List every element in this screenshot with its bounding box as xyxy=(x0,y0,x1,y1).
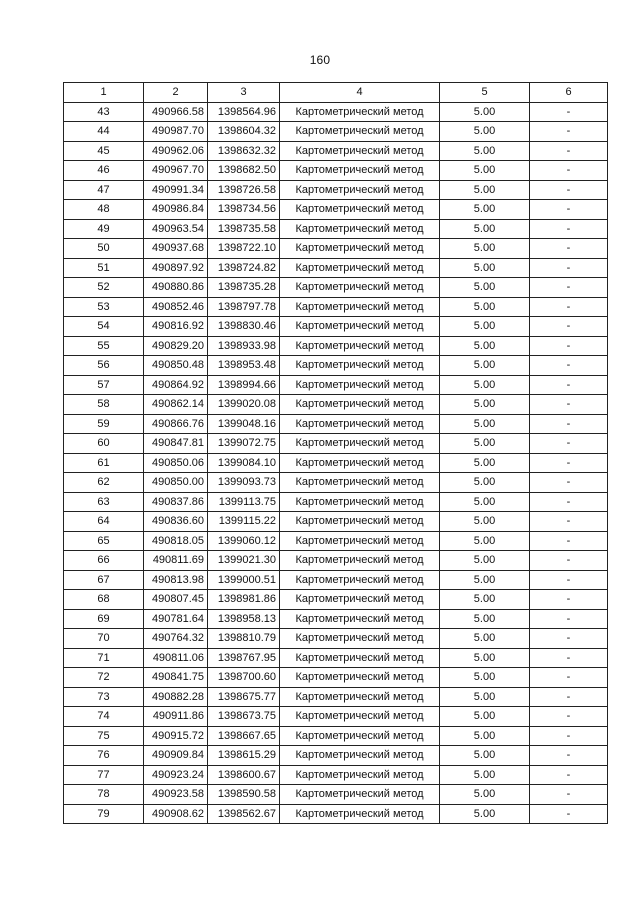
method-cell: Картометрический метод xyxy=(280,200,440,220)
point-number-cell: 56 xyxy=(64,356,144,376)
note-cell: - xyxy=(530,278,608,298)
table-row xyxy=(64,278,608,298)
x-coordinate-cell: 490847.81 xyxy=(144,434,208,454)
table-row xyxy=(64,434,608,454)
column-header-2: 2 xyxy=(144,83,208,103)
accuracy-cell: 5.00 xyxy=(440,141,530,161)
y-coordinate-cell: 1399093.73 xyxy=(208,473,280,493)
note-cell: - xyxy=(530,765,608,785)
y-coordinate-cell: 1399020.08 xyxy=(208,395,280,415)
point-number-cell: 44 xyxy=(64,122,144,142)
x-coordinate-cell: 490836.60 xyxy=(144,512,208,532)
y-coordinate-cell: 1398724.82 xyxy=(208,258,280,278)
table-row xyxy=(64,239,608,259)
note-cell: - xyxy=(530,687,608,707)
accuracy-cell: 5.00 xyxy=(440,648,530,668)
accuracy-cell: 5.00 xyxy=(440,531,530,551)
table-row xyxy=(64,707,608,727)
accuracy-cell: 5.00 xyxy=(440,765,530,785)
table-row xyxy=(64,122,608,142)
note-cell: - xyxy=(530,297,608,317)
point-number-cell: 79 xyxy=(64,804,144,824)
y-coordinate-cell: 1398722.10 xyxy=(208,239,280,259)
accuracy-cell: 5.00 xyxy=(440,239,530,259)
point-number-cell: 78 xyxy=(64,785,144,805)
point-number-cell: 70 xyxy=(64,629,144,649)
y-coordinate-cell: 1399048.16 xyxy=(208,414,280,434)
note-cell: - xyxy=(530,395,608,415)
method-cell: Картометрический метод xyxy=(280,726,440,746)
method-cell: Картометрический метод xyxy=(280,414,440,434)
accuracy-cell: 5.00 xyxy=(440,492,530,512)
method-cell: Картометрический метод xyxy=(280,570,440,590)
note-cell: - xyxy=(530,473,608,493)
table-row xyxy=(64,609,608,629)
accuracy-cell: 5.00 xyxy=(440,297,530,317)
table-row xyxy=(64,453,608,473)
table-row xyxy=(64,648,608,668)
accuracy-cell: 5.00 xyxy=(440,219,530,239)
table-row xyxy=(64,746,608,766)
point-number-cell: 59 xyxy=(64,414,144,434)
note-cell: - xyxy=(530,414,608,434)
point-number-cell: 64 xyxy=(64,512,144,532)
y-coordinate-cell: 1398673.75 xyxy=(208,707,280,727)
accuracy-cell: 5.00 xyxy=(440,707,530,727)
accuracy-cell: 5.00 xyxy=(440,453,530,473)
y-coordinate-cell: 1399000.51 xyxy=(208,570,280,590)
note-cell: - xyxy=(530,648,608,668)
y-coordinate-cell: 1398564.96 xyxy=(208,102,280,122)
accuracy-cell: 5.00 xyxy=(440,726,530,746)
y-coordinate-cell: 1398682.50 xyxy=(208,161,280,181)
point-number-cell: 72 xyxy=(64,668,144,688)
y-coordinate-cell: 1398590.58 xyxy=(208,785,280,805)
note-cell: - xyxy=(530,219,608,239)
column-header-5: 5 xyxy=(440,83,530,103)
x-coordinate-cell: 490841.75 xyxy=(144,668,208,688)
method-cell: Картометрический метод xyxy=(280,317,440,337)
note-cell: - xyxy=(530,122,608,142)
method-cell: Картометрический метод xyxy=(280,395,440,415)
x-coordinate-cell: 490882.28 xyxy=(144,687,208,707)
note-cell: - xyxy=(530,746,608,766)
note-cell: - xyxy=(530,200,608,220)
method-cell: Картометрический метод xyxy=(280,785,440,805)
note-cell: - xyxy=(530,336,608,356)
x-coordinate-cell: 490937.68 xyxy=(144,239,208,259)
x-coordinate-cell: 490818.05 xyxy=(144,531,208,551)
x-coordinate-cell: 490986.84 xyxy=(144,200,208,220)
x-coordinate-cell: 490864.92 xyxy=(144,375,208,395)
x-coordinate-cell: 490963.54 xyxy=(144,219,208,239)
y-coordinate-cell: 1399084.10 xyxy=(208,453,280,473)
point-number-cell: 43 xyxy=(64,102,144,122)
accuracy-cell: 5.00 xyxy=(440,102,530,122)
point-number-cell: 50 xyxy=(64,239,144,259)
y-coordinate-cell: 1399115.22 xyxy=(208,512,280,532)
y-coordinate-cell: 1399072.75 xyxy=(208,434,280,454)
y-coordinate-cell: 1398675.77 xyxy=(208,687,280,707)
accuracy-cell: 5.00 xyxy=(440,785,530,805)
method-cell: Картометрический метод xyxy=(280,648,440,668)
accuracy-cell: 5.00 xyxy=(440,200,530,220)
table-row xyxy=(64,297,608,317)
table-row xyxy=(64,492,608,512)
y-coordinate-cell: 1399113.75 xyxy=(208,492,280,512)
point-number-cell: 46 xyxy=(64,161,144,181)
method-cell: Картометрический метод xyxy=(280,297,440,317)
accuracy-cell: 5.00 xyxy=(440,317,530,337)
x-coordinate-cell: 490807.45 xyxy=(144,590,208,610)
y-coordinate-cell: 1399021.30 xyxy=(208,551,280,571)
accuracy-cell: 5.00 xyxy=(440,258,530,278)
x-coordinate-cell: 490987.70 xyxy=(144,122,208,142)
y-coordinate-cell: 1398810.79 xyxy=(208,629,280,649)
column-header-3: 3 xyxy=(208,83,280,103)
method-cell: Картометрический метод xyxy=(280,122,440,142)
x-coordinate-cell: 490764.32 xyxy=(144,629,208,649)
point-number-cell: 48 xyxy=(64,200,144,220)
accuracy-cell: 5.00 xyxy=(440,161,530,181)
accuracy-cell: 5.00 xyxy=(440,336,530,356)
note-cell: - xyxy=(530,512,608,532)
method-cell: Картометрический метод xyxy=(280,668,440,688)
x-coordinate-cell: 490991.34 xyxy=(144,180,208,200)
note-cell: - xyxy=(530,492,608,512)
point-number-cell: 71 xyxy=(64,648,144,668)
table-row xyxy=(64,473,608,493)
column-header-6: 6 xyxy=(530,83,608,103)
method-cell: Картометрический метод xyxy=(280,239,440,259)
point-number-cell: 69 xyxy=(64,609,144,629)
note-cell: - xyxy=(530,453,608,473)
accuracy-cell: 5.00 xyxy=(440,746,530,766)
point-number-cell: 77 xyxy=(64,765,144,785)
accuracy-cell: 5.00 xyxy=(440,356,530,376)
note-cell: - xyxy=(530,375,608,395)
y-coordinate-cell: 1398735.28 xyxy=(208,278,280,298)
x-coordinate-cell: 490909.84 xyxy=(144,746,208,766)
x-coordinate-cell: 490897.92 xyxy=(144,258,208,278)
table-row xyxy=(64,512,608,532)
accuracy-cell: 5.00 xyxy=(440,375,530,395)
y-coordinate-cell: 1398797.78 xyxy=(208,297,280,317)
y-coordinate-cell: 1398667.65 xyxy=(208,726,280,746)
y-coordinate-cell: 1398604.32 xyxy=(208,122,280,142)
method-cell: Картометрический метод xyxy=(280,336,440,356)
table-row xyxy=(64,785,608,805)
point-number-cell: 65 xyxy=(64,531,144,551)
point-number-cell: 66 xyxy=(64,551,144,571)
method-cell: Картометрический метод xyxy=(280,356,440,376)
x-coordinate-cell: 490915.72 xyxy=(144,726,208,746)
method-cell: Картометрический метод xyxy=(280,180,440,200)
x-coordinate-cell: 490850.06 xyxy=(144,453,208,473)
method-cell: Картометрический метод xyxy=(280,278,440,298)
table-row xyxy=(64,414,608,434)
method-cell: Картометрический метод xyxy=(280,765,440,785)
x-coordinate-cell: 490967.70 xyxy=(144,161,208,181)
method-cell: Картометрический метод xyxy=(280,629,440,649)
table-row xyxy=(64,161,608,181)
point-number-cell: 57 xyxy=(64,375,144,395)
table-row xyxy=(64,531,608,551)
y-coordinate-cell: 1398767.95 xyxy=(208,648,280,668)
point-number-cell: 63 xyxy=(64,492,144,512)
accuracy-cell: 5.00 xyxy=(440,512,530,532)
accuracy-cell: 5.00 xyxy=(440,473,530,493)
point-number-cell: 47 xyxy=(64,180,144,200)
y-coordinate-cell: 1398726.58 xyxy=(208,180,280,200)
accuracy-cell: 5.00 xyxy=(440,570,530,590)
note-cell: - xyxy=(530,531,608,551)
note-cell: - xyxy=(530,668,608,688)
note-cell: - xyxy=(530,609,608,629)
point-number-cell: 49 xyxy=(64,219,144,239)
x-coordinate-cell: 490852.46 xyxy=(144,297,208,317)
column-header-4: 4 xyxy=(280,83,440,103)
table-row xyxy=(64,687,608,707)
accuracy-cell: 5.00 xyxy=(440,609,530,629)
point-number-cell: 58 xyxy=(64,395,144,415)
point-number-cell: 51 xyxy=(64,258,144,278)
method-cell: Картометрический метод xyxy=(280,590,440,610)
x-coordinate-cell: 490837.86 xyxy=(144,492,208,512)
x-coordinate-cell: 490923.58 xyxy=(144,785,208,805)
x-coordinate-cell: 490781.64 xyxy=(144,609,208,629)
x-coordinate-cell: 490908.62 xyxy=(144,804,208,824)
method-cell: Картометрический метод xyxy=(280,551,440,571)
table-row xyxy=(64,726,608,746)
point-number-cell: 45 xyxy=(64,141,144,161)
accuracy-cell: 5.00 xyxy=(440,122,530,142)
method-cell: Картометрический метод xyxy=(280,746,440,766)
method-cell: Картометрический метод xyxy=(280,707,440,727)
y-coordinate-cell: 1398615.29 xyxy=(208,746,280,766)
table-row xyxy=(64,551,608,571)
method-cell: Картометрический метод xyxy=(280,512,440,532)
y-coordinate-cell: 1398830.46 xyxy=(208,317,280,337)
x-coordinate-cell: 490880.86 xyxy=(144,278,208,298)
note-cell: - xyxy=(530,239,608,259)
note-cell: - xyxy=(530,180,608,200)
accuracy-cell: 5.00 xyxy=(440,395,530,415)
x-coordinate-cell: 490811.06 xyxy=(144,648,208,668)
table-row xyxy=(64,590,608,610)
method-cell: Картометрический метод xyxy=(280,687,440,707)
point-number-cell: 62 xyxy=(64,473,144,493)
point-number-cell: 55 xyxy=(64,336,144,356)
x-coordinate-cell: 490862.14 xyxy=(144,395,208,415)
method-cell: Картометрический метод xyxy=(280,492,440,512)
accuracy-cell: 5.00 xyxy=(440,687,530,707)
accuracy-cell: 5.00 xyxy=(440,278,530,298)
point-number-cell: 53 xyxy=(64,297,144,317)
table-row xyxy=(64,141,608,161)
table-row xyxy=(64,258,608,278)
method-cell: Картометрический метод xyxy=(280,375,440,395)
table-row xyxy=(64,804,608,824)
page-number: 160 xyxy=(309,53,331,67)
x-coordinate-cell: 490966.58 xyxy=(144,102,208,122)
table-row xyxy=(64,356,608,376)
point-number-cell: 60 xyxy=(64,434,144,454)
x-coordinate-cell: 490923.24 xyxy=(144,765,208,785)
method-cell: Картометрический метод xyxy=(280,453,440,473)
y-coordinate-cell: 1398562.67 xyxy=(208,804,280,824)
x-coordinate-cell: 490962.06 xyxy=(144,141,208,161)
accuracy-cell: 5.00 xyxy=(440,434,530,454)
method-cell: Картометрический метод xyxy=(280,804,440,824)
point-number-cell: 75 xyxy=(64,726,144,746)
x-coordinate-cell: 490866.76 xyxy=(144,414,208,434)
accuracy-cell: 5.00 xyxy=(440,804,530,824)
table-row xyxy=(64,629,608,649)
note-cell: - xyxy=(530,785,608,805)
note-cell: - xyxy=(530,707,608,727)
table-row xyxy=(64,336,608,356)
method-cell: Картометрический метод xyxy=(280,258,440,278)
note-cell: - xyxy=(530,629,608,649)
point-number-cell: 73 xyxy=(64,687,144,707)
accuracy-cell: 5.00 xyxy=(440,551,530,571)
note-cell: - xyxy=(530,434,608,454)
point-number-cell: 74 xyxy=(64,707,144,727)
note-cell: - xyxy=(530,590,608,610)
method-cell: Картометрический метод xyxy=(280,102,440,122)
note-cell: - xyxy=(530,161,608,181)
y-coordinate-cell: 1398700.60 xyxy=(208,668,280,688)
note-cell: - xyxy=(530,570,608,590)
table-row xyxy=(64,200,608,220)
table-row xyxy=(64,219,608,239)
method-cell: Картометрический метод xyxy=(280,141,440,161)
table-header-row xyxy=(64,83,608,103)
point-number-cell: 52 xyxy=(64,278,144,298)
point-number-cell: 54 xyxy=(64,317,144,337)
method-cell: Картометрический метод xyxy=(280,609,440,629)
note-cell: - xyxy=(530,102,608,122)
accuracy-cell: 5.00 xyxy=(440,668,530,688)
note-cell: - xyxy=(530,551,608,571)
note-cell: - xyxy=(530,258,608,278)
point-number-cell: 67 xyxy=(64,570,144,590)
y-coordinate-cell: 1398933.98 xyxy=(208,336,280,356)
note-cell: - xyxy=(530,356,608,376)
column-header-1: 1 xyxy=(64,83,144,103)
table-row xyxy=(64,668,608,688)
method-cell: Картометрический метод xyxy=(280,161,440,181)
method-cell: Картометрический метод xyxy=(280,531,440,551)
x-coordinate-cell: 490850.00 xyxy=(144,473,208,493)
accuracy-cell: 5.00 xyxy=(440,629,530,649)
point-number-cell: 68 xyxy=(64,590,144,610)
table-row xyxy=(64,317,608,337)
x-coordinate-cell: 490850.48 xyxy=(144,356,208,376)
table-row xyxy=(64,765,608,785)
table-row xyxy=(64,570,608,590)
y-coordinate-cell: 1398735.58 xyxy=(208,219,280,239)
method-cell: Картометрический метод xyxy=(280,473,440,493)
accuracy-cell: 5.00 xyxy=(440,414,530,434)
table-row xyxy=(64,102,608,122)
y-coordinate-cell: 1398953.48 xyxy=(208,356,280,376)
note-cell: - xyxy=(530,141,608,161)
x-coordinate-cell: 490829.20 xyxy=(144,336,208,356)
table-body xyxy=(64,102,608,824)
y-coordinate-cell: 1398734.56 xyxy=(208,200,280,220)
table-row xyxy=(64,375,608,395)
y-coordinate-cell: 1398632.32 xyxy=(208,141,280,161)
point-number-cell: 76 xyxy=(64,746,144,766)
note-cell: - xyxy=(530,726,608,746)
x-coordinate-cell: 490811.69 xyxy=(144,551,208,571)
x-coordinate-cell: 490911.86 xyxy=(144,707,208,727)
y-coordinate-cell: 1398981.86 xyxy=(208,590,280,610)
method-cell: Картометрический метод xyxy=(280,219,440,239)
note-cell: - xyxy=(530,804,608,824)
table-row xyxy=(64,180,608,200)
note-cell: - xyxy=(530,317,608,337)
accuracy-cell: 5.00 xyxy=(440,180,530,200)
method-cell: Картометрический метод xyxy=(280,434,440,454)
y-coordinate-cell: 1399060.12 xyxy=(208,531,280,551)
y-coordinate-cell: 1398600.67 xyxy=(208,765,280,785)
coordinates-table xyxy=(63,82,608,824)
table-row xyxy=(64,395,608,415)
x-coordinate-cell: 490813.98 xyxy=(144,570,208,590)
accuracy-cell: 5.00 xyxy=(440,590,530,610)
y-coordinate-cell: 1398958.13 xyxy=(208,609,280,629)
point-number-cell: 61 xyxy=(64,453,144,473)
x-coordinate-cell: 490816.92 xyxy=(144,317,208,337)
y-coordinate-cell: 1398994.66 xyxy=(208,375,280,395)
